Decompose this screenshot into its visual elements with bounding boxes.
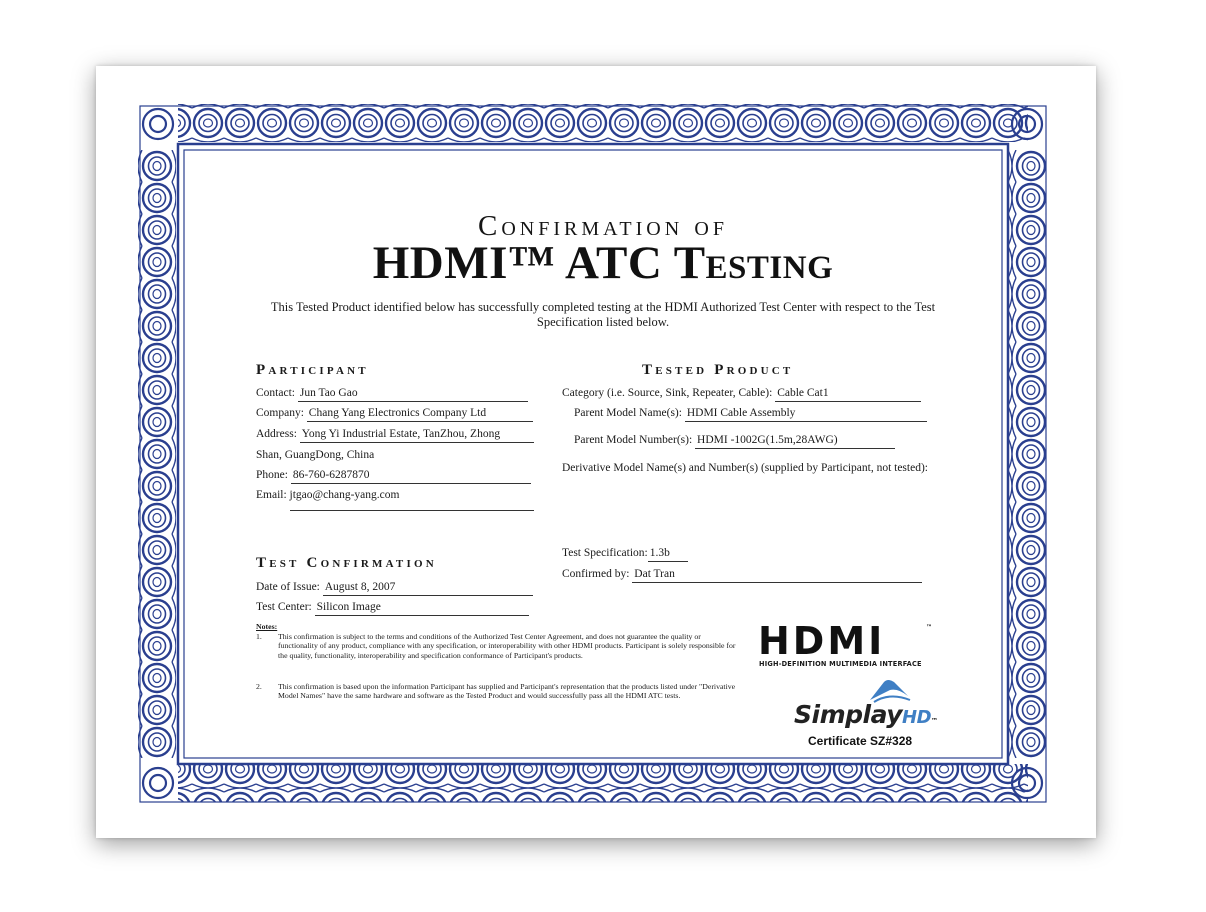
note-item (256, 682, 736, 700)
center-row (256, 600, 529, 616)
center-label: Test Center: (256, 601, 312, 613)
spec-value: 1.3b (648, 546, 688, 562)
parent-name-row (574, 406, 927, 422)
address-line2: Shan, GuangDong, China (256, 449, 375, 461)
certificate-number: Certificate SZ#328 (808, 734, 913, 748)
company-row (256, 406, 533, 422)
notes-heading: Notes: (256, 622, 278, 631)
simplay-word: Simplay (794, 700, 902, 729)
date-row (256, 580, 533, 596)
confirmed-value: Dat Tran (632, 567, 922, 583)
intro-text: This Tested Product identified below has successfully completed testing at the HDMI Authorized Test Center with respect to the Test Specification listed below. (270, 300, 936, 329)
parent-number-label: Parent Model Number(s): (574, 434, 693, 446)
hdmi-logo-tm: ™ (926, 624, 932, 631)
email-row (256, 488, 399, 502)
participant-heading: Participant (256, 362, 369, 378)
note-item (256, 632, 736, 660)
tested-product-heading: Tested Product (642, 362, 794, 378)
phone-row (256, 468, 531, 484)
phone-value: 86-760-6287870 (291, 468, 531, 484)
email-label: Email: (256, 489, 287, 501)
address-row (256, 427, 534, 443)
contact-row (256, 386, 528, 402)
simplay-hd: HD (902, 707, 932, 728)
date-label: Date of Issue: (256, 581, 320, 593)
center-value: Silicon Image (315, 600, 529, 616)
note-number: 1. (256, 632, 262, 642)
confirmed-label: Confirmed by: (562, 568, 630, 580)
derivative-label: Derivative Model Name(s) and Number(s) (supplied by Participant, not tested): (562, 462, 928, 474)
confirmed-row (562, 567, 922, 583)
parent-name-value: HDMI Cable Assembly (685, 406, 927, 422)
simplay-tm: ™ (931, 717, 938, 725)
address-line1: Yong Yi Industrial Estate, TanZhou, Zhong (300, 427, 534, 443)
phone-label: Phone: (256, 469, 288, 481)
category-value: Cable Cat1 (775, 386, 921, 402)
hdmi-logo-subtitle: HIGH-DEFINITION MULTIMEDIA INTERFACE (759, 660, 922, 668)
simplay-logo (794, 700, 938, 729)
email-underline (290, 510, 534, 511)
title-line-1: Confirmation of (478, 210, 728, 242)
test-confirmation-heading: Test Confirmation (256, 555, 437, 571)
address-label: Address: (256, 428, 297, 440)
hdmi-logo-word: HDMI (758, 619, 886, 663)
notes-block (256, 622, 736, 700)
email-value: jtgao@chang-yang.com (289, 489, 400, 501)
contact-value: Jun Tao Gao (298, 386, 528, 402)
category-label: Category (i.e. Source, Sink, Repeater, Cable): (562, 387, 773, 399)
company-label: Company: (256, 407, 304, 419)
parent-name-label: Parent Model Name(s): (574, 407, 682, 419)
title-line-2: HDMI™ ATC Testing (372, 237, 834, 289)
note-number: 2. (256, 681, 262, 691)
parent-number-value: HDMI -1002G(1.5m,28AWG) (695, 433, 895, 449)
category-row (562, 386, 921, 402)
date-value: August 8, 2007 (323, 580, 533, 596)
hdmi-logo (758, 619, 938, 670)
company-value: Chang Yang Electronics Company Ltd (307, 406, 533, 422)
spec-label: Test Specification: (562, 547, 648, 559)
note-text: This confirmation is based upon the information Participant has supplied and Participant's representation that the products listed under "Derivative Model Names" have the same hardware and software as the Tested Product and would successfully pass all the HDMI ATC tests. (278, 681, 736, 701)
parent-number-row (574, 433, 895, 449)
note-text: This confirmation is subject to the terms and conditions of the Authorized Test Center Agreement, and does not guarantee the quality or functionality of any product, compliance with any specification, or interoperability with other HDMI products. Participant is solely responsible for the quality, functionality, interoperability and specification conformance of Participant's products. (278, 632, 736, 660)
contact-label: Contact: (256, 387, 295, 399)
spec-row (562, 546, 688, 562)
